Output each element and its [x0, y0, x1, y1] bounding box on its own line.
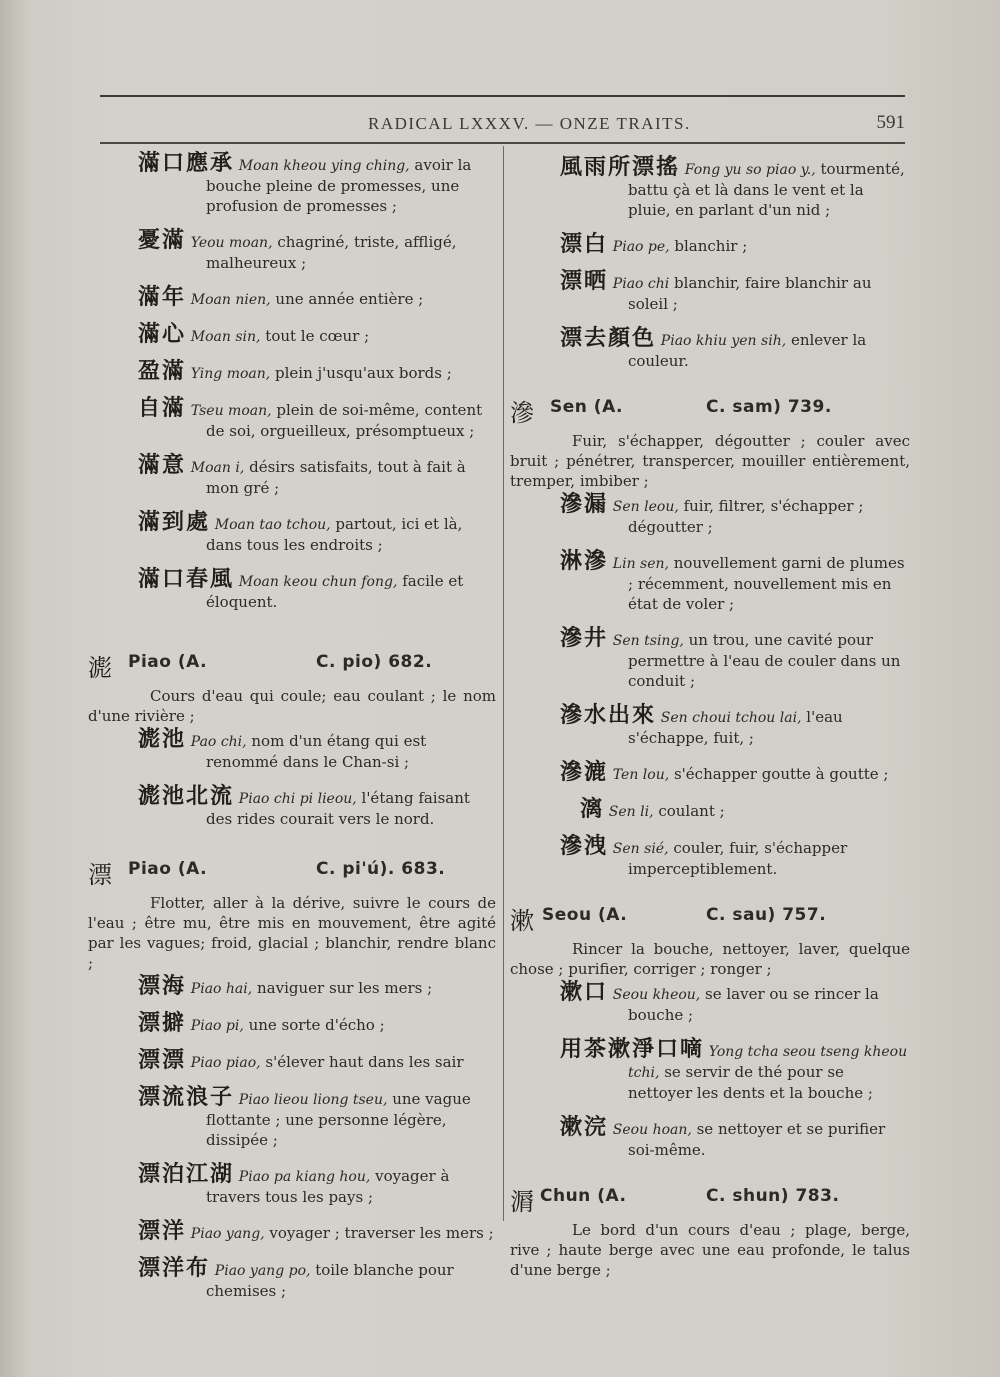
compound-list	[88, 151, 496, 612]
compound-hanzi: 滿口春風	[138, 567, 235, 592]
compound-romanization: Ying moan,	[190, 366, 271, 382]
compound-definition: nouvellement garni de plumes ; récemment, nouvellement mis en état de voler ;	[628, 554, 905, 613]
compound-definition: facile et éloquent.	[206, 572, 464, 611]
running-head	[100, 110, 905, 140]
compound-entry	[88, 396, 496, 441]
entry-definition: Le bord d'un cours d'eau ; plage, berge, rive ; haute berge avec une eau profonde, le talus d'une berge ;	[510, 1221, 910, 1279]
compound-definition: couler, fuir, s'échapper imperceptiblement.	[628, 839, 848, 878]
compound-hanzi: 滲漉	[560, 760, 609, 785]
compound-romanization: Piao pa kiang hou,	[238, 1169, 371, 1185]
compound-entry	[510, 232, 910, 257]
compound-hanzi: 滮池北流	[138, 784, 235, 809]
entry-heading	[510, 1182, 910, 1216]
compound-romanization: Yong tcha seou tseng kheou tchi,	[628, 1044, 908, 1081]
compound-romanization: Piao pe,	[612, 239, 670, 255]
dictionary-entry-piao-682	[88, 648, 496, 829]
compound-hanzi: 漱浣	[560, 1115, 609, 1140]
compound-entry	[88, 1162, 496, 1207]
compound-romanization: Moan i,	[190, 460, 245, 476]
compound-entry	[510, 760, 910, 785]
compound-romanization: Piao pi,	[190, 1018, 244, 1034]
compound-entry	[88, 510, 496, 555]
compound-definition: avoir la bouche pleine de promesses, une profusion de promesses ;	[206, 156, 472, 215]
compound-hanzi: 自滿	[138, 396, 187, 421]
dictionary-entry-seou-757	[510, 901, 910, 1160]
compound-hanzi: 滿意	[138, 453, 187, 478]
entry-romanization: Chun (A.	[540, 1186, 627, 1206]
compound-hanzi: 漂白	[560, 232, 609, 257]
compound-romanization: Piao khiu yen sih,	[660, 333, 787, 349]
compound-entry	[510, 703, 910, 748]
compound-entry	[88, 453, 496, 498]
compound-definition: s'élever haut dans les sair	[265, 1053, 464, 1071]
compound-romanization: Piao chi	[612, 276, 670, 292]
compound-definition: une vague flottante ; une personne légère, dissipée ;	[206, 1090, 471, 1149]
compound-hanzi: 滮池	[138, 727, 187, 752]
compound-definition: naviguer sur les mers ;	[257, 979, 433, 997]
dictionary-entry-piao-683	[88, 855, 496, 1301]
entry-character: 漘	[510, 1188, 534, 1216]
compound-romanization: Sen choui tchou lai,	[660, 710, 802, 726]
compound-definition: plein j'usqu'aux bords ;	[275, 364, 452, 382]
compound-definition: plein de soi-même, content de soi, orgueilleux, présomptueux ;	[206, 401, 483, 440]
entry-heading	[510, 901, 910, 935]
compound-definition: l'eau s'échappe, fuit, ;	[628, 708, 843, 747]
compound-entry	[510, 1037, 910, 1103]
compound-hanzi: 漂漂	[138, 1048, 187, 1073]
compound-definition: se servir de thé pour se nettoyer les dents et la bouche ;	[628, 1063, 873, 1102]
compound-entry	[510, 1115, 910, 1160]
compound-entry	[88, 1011, 496, 1036]
compound-definition: enlever la couleur.	[628, 331, 867, 370]
compound-hanzi: 漂擗	[138, 1011, 187, 1036]
entry-romanization: Piao (A.	[128, 859, 208, 879]
compound-romanization: Piao yang po,	[214, 1263, 311, 1279]
entry-reference: C. shun) 783.	[706, 1186, 840, 1206]
compound-entry	[510, 155, 910, 220]
compound-hanzi: 憂滿	[138, 228, 187, 253]
compound-romanization: Moan tao tchou,	[214, 517, 331, 533]
compound-entry	[510, 549, 910, 614]
compound-list	[510, 155, 910, 371]
compound-definition: blanchir, faire blanchir au soleil ;	[628, 274, 872, 313]
compound-entry	[88, 1219, 496, 1244]
compound-hanzi: 用茶漱淨口嘀	[560, 1037, 705, 1062]
compound-definition: partout, ici et là, dans tous les endroits ;	[206, 515, 463, 554]
entry-romanization: Sen (A.	[550, 397, 623, 417]
compound-entry	[88, 1256, 496, 1301]
entry-romanization: Seou (A.	[542, 905, 628, 925]
compound-hanzi: 漱口	[560, 980, 609, 1005]
compound-definition: se laver ou se rincer la bouche ;	[628, 985, 879, 1024]
compound-romanization: Lin sen,	[612, 556, 669, 572]
top-rule	[100, 95, 905, 97]
entry-romanization: Piao (A.	[128, 652, 208, 672]
compound-definition: blanchir ;	[674, 237, 748, 255]
page-number: 591	[876, 112, 905, 133]
entry-reference: C. sam) 739.	[706, 397, 832, 417]
compound-romanization: Sen sié,	[612, 841, 669, 857]
compound-romanization: Piao lieou liong tseu,	[238, 1092, 388, 1108]
compound-definition: tourmenté, battu çà et là dans le vent et la pluie, en parlant d'un nid ;	[628, 160, 905, 219]
compound-entry	[510, 492, 910, 537]
compound-romanization: Fong yu so piao y.,	[684, 162, 816, 178]
compound-romanization: Sen leou,	[612, 499, 679, 515]
compound-romanization: Piao yang,	[190, 1226, 265, 1242]
compound-romanization: Pao chi,	[190, 734, 247, 750]
compound-romanization: Seou kheou,	[612, 987, 701, 1003]
dictionary-entry-chun-783	[510, 1182, 910, 1280]
compound-entry	[510, 834, 910, 879]
compound-romanization: Piao piao,	[190, 1055, 261, 1071]
compound-romanization: Tseu moan,	[190, 403, 272, 419]
compound-hanzi: 滲水出來	[560, 703, 657, 728]
compound-definition: une sorte d'écho ;	[248, 1016, 385, 1034]
compound-definition: s'échapper goutte à goutte ;	[673, 765, 889, 783]
entry-reference: C. pio) 682.	[316, 652, 433, 672]
compound-hanzi: 漂流浪子	[138, 1085, 235, 1110]
compound-romanization: Sen li,	[608, 804, 654, 820]
entry-heading	[510, 393, 910, 427]
compound-hanzi: 盈滿	[138, 359, 187, 384]
entry-character: 滮	[88, 654, 112, 682]
compound-entry	[510, 626, 910, 691]
compound-definition: chagriné, triste, affligé, malheureux ;	[206, 233, 457, 272]
entry-heading	[88, 855, 496, 889]
compound-hanzi: 淋滲	[560, 549, 609, 574]
compound-hanzi: 滿口應承	[138, 151, 235, 176]
compound-entry	[88, 285, 496, 310]
compound-romanization: Seou hoan,	[612, 1122, 692, 1138]
compound-entry	[510, 326, 910, 371]
compound-hanzi: 滲漏	[560, 492, 609, 517]
entry-reference: C. sau) 757.	[706, 905, 827, 925]
right-column	[510, 150, 910, 1282]
compound-definition: l'étang faisant des rides courait vers le nord.	[206, 789, 470, 828]
compound-hanzi: 漂去顏色	[560, 326, 657, 351]
compound-definition: nom d'un étang qui est renommé dans le Chan-si ;	[206, 732, 427, 771]
compound-hanzi: 滲井	[560, 626, 609, 651]
compound-entry	[88, 1048, 496, 1073]
compound-definition: voyager ; traverser les mers ;	[269, 1224, 494, 1242]
compound-definition: un trou, une cavité pour permettre à l'eau de couler dans un conduit ;	[628, 631, 901, 690]
compound-romanization: Moan nien,	[190, 292, 271, 308]
entry-character: 滲	[510, 399, 534, 427]
compound-entry	[88, 228, 496, 273]
compound-romanization: Moan kheou ying ching,	[238, 158, 410, 174]
compound-definition: se nettoyer et se purifier soi-même.	[628, 1120, 886, 1159]
compound-definition: une année entière ;	[275, 290, 424, 308]
compound-entry	[88, 784, 496, 829]
compound-entry	[88, 322, 496, 347]
compound-hanzi: 滲洩	[560, 834, 609, 859]
compound-entry	[88, 727, 496, 772]
compound-entry	[88, 1085, 496, 1150]
compound-hanzi: 漂海	[138, 974, 187, 999]
dictionary-entry-sen-739	[510, 393, 910, 879]
compound-definition: voyager à travers tous les pays ;	[206, 1167, 450, 1206]
compound-entry	[510, 797, 910, 822]
compound-entry	[88, 359, 496, 384]
header-rule	[100, 142, 905, 144]
compound-entry	[510, 980, 910, 1025]
entry-definition: Rincer la bouche, nettoyer, laver, quelque chose ; purifier, corriger ; ronger ;	[510, 940, 910, 978]
compound-hanzi: 漓	[580, 797, 605, 822]
entry-character: 漱	[510, 907, 534, 935]
compound-entry	[510, 269, 910, 314]
compound-romanization: Ten lou,	[612, 767, 670, 783]
entry-heading	[88, 648, 496, 682]
compound-entry	[88, 567, 496, 612]
compound-definition: toile blanche pour chemises ;	[206, 1261, 454, 1300]
compound-romanization: Yeou moan,	[190, 235, 273, 251]
entry-character: 漂	[88, 861, 112, 889]
compound-romanization: Moan keou chun fong,	[238, 574, 398, 590]
compound-entry	[88, 974, 496, 999]
compound-romanization: Piao hai,	[190, 981, 253, 997]
compound-romanization: Moan sin,	[190, 329, 261, 345]
running-title: RADICAL LXXXV. — ONZE TRAITS.	[368, 114, 691, 133]
compound-hanzi: 風雨所漂搖	[560, 155, 681, 180]
entry-definition: Fuir, s'échapper, dégoutter ; couler avec bruit ; pénétrer, transpercer, mouiller entièrement, tremper, imbiber ;	[510, 432, 910, 490]
compound-hanzi: 滿年	[138, 285, 187, 310]
entry-definition: Flotter, aller à la dérive, suivre le cours de l'eau ; être mu, être mis en mouvement, être agité par les vagues; froid, glacial ; blanchir, rendre blanc ;	[88, 894, 496, 972]
compound-hanzi: 漂泊江湖	[138, 1162, 235, 1187]
compound-hanzi: 漂洋	[138, 1219, 187, 1244]
compound-hanzi: 漂洋布	[138, 1256, 211, 1281]
left-column	[88, 150, 496, 1316]
compound-hanzi: 滿心	[138, 322, 187, 347]
compound-hanzi: 漂晒	[560, 269, 609, 294]
entry-reference: C. pi'ú). 683.	[316, 859, 446, 879]
compound-romanization: Piao chi pi lieou,	[238, 791, 357, 807]
compound-definition: désirs satisfaits, tout à fait à mon gré ;	[206, 458, 466, 497]
compound-definition: tout le cœur ;	[265, 327, 370, 345]
entry-definition: Cours d'eau qui coule; eau coulant ; le nom d'une rivière ;	[88, 687, 496, 725]
compound-romanization: Sen tsing,	[612, 633, 684, 649]
column-divider	[503, 146, 504, 1221]
compound-hanzi: 滿到處	[138, 510, 211, 535]
compound-definition: coulant ;	[658, 802, 725, 820]
compound-entry	[88, 151, 496, 216]
compound-definition: fuir, filtrer, s'échapper ; dégoutter ;	[628, 497, 864, 536]
